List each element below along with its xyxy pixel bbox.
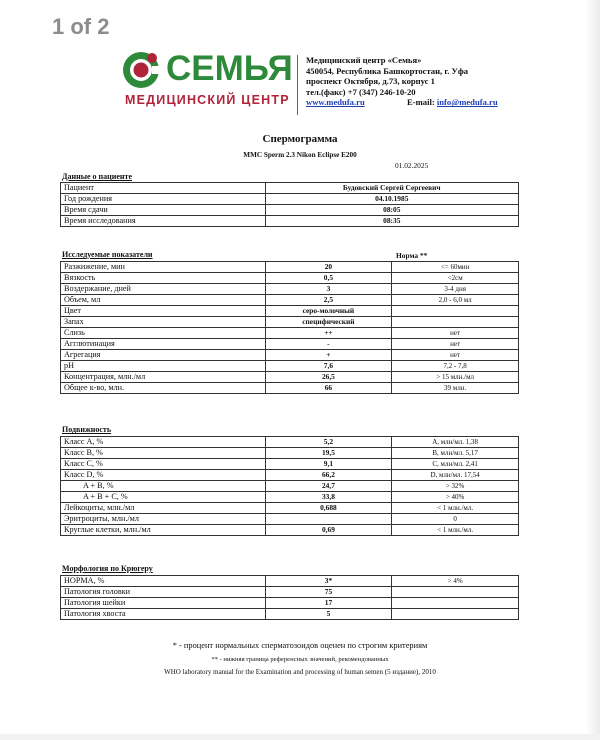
indicators-table bbox=[60, 261, 519, 394]
indicators-row bbox=[61, 284, 519, 295]
indicators-value-cell: серо-молочный bbox=[265, 306, 392, 317]
motility-row bbox=[61, 481, 519, 492]
indicators-norm-cell bbox=[392, 317, 519, 328]
indicators-label-cell: Воздержание, дней bbox=[61, 284, 266, 295]
morphology-norm-cell: > 4% bbox=[392, 576, 519, 587]
motility-label-cell: Класс D, % bbox=[61, 470, 266, 481]
family-logo-icon bbox=[121, 50, 161, 90]
indicators-value-cell: 26,5 bbox=[265, 372, 392, 383]
morphology-norm-cell bbox=[392, 587, 519, 598]
patient-row bbox=[61, 194, 519, 205]
motility-value-cell: 9,1 bbox=[265, 459, 392, 470]
document-title: Спермограмма bbox=[262, 133, 338, 145]
patient-value-cell: 08:35 bbox=[265, 216, 518, 227]
morphology-row bbox=[61, 587, 519, 598]
motility-value-cell bbox=[265, 514, 392, 525]
document-subtitle: MMC Sperm 2.3 Nikon Eclipse E200 bbox=[243, 151, 357, 159]
indicators-label-cell: Вязкость bbox=[61, 273, 266, 284]
motility-label-cell: A + B, % bbox=[61, 481, 266, 492]
indicators-norm-cell: > 15 млн./мл bbox=[392, 372, 519, 383]
motility-value-cell: 0,69 bbox=[265, 525, 392, 536]
indicators-row bbox=[61, 328, 519, 339]
indicators-row bbox=[61, 262, 519, 273]
morphology-label-cell: Патология хвоста bbox=[61, 609, 266, 620]
motility-value-cell: 33,8 bbox=[265, 492, 392, 503]
indicators-value-cell: 7,6 bbox=[265, 361, 392, 372]
indicators-norm-cell bbox=[392, 306, 519, 317]
indicators-norm-cell: нет bbox=[392, 339, 519, 350]
footnote-2: ** - нижняя граница референсных значений, рекомендованных bbox=[211, 656, 389, 663]
indicators-label-cell: Объем, мл bbox=[61, 295, 266, 306]
motility-table bbox=[60, 436, 519, 536]
indicators-row bbox=[61, 339, 519, 350]
indicators-value-cell: 0,5 bbox=[265, 273, 392, 284]
patient-label-cell: Год рождения bbox=[61, 194, 266, 205]
indicators-norm-cell: нет bbox=[392, 328, 519, 339]
motility-norm-cell: > 32% bbox=[392, 481, 519, 492]
indicators-value-cell: 3 bbox=[265, 284, 392, 295]
clinic-logo bbox=[118, 44, 293, 114]
clinic-address: 450054, Республика Башкортостан, г. Уфа bbox=[306, 65, 469, 76]
website-link[interactable]: www.medufa.ru bbox=[306, 97, 365, 108]
morphology-label-cell: НОРМА, % bbox=[61, 576, 266, 587]
morphology-value-cell: 17 bbox=[265, 598, 392, 609]
morphology-value-cell: 75 bbox=[265, 587, 392, 598]
patient-label-cell: Время исследования bbox=[61, 216, 266, 227]
motility-row bbox=[61, 503, 519, 514]
header-divider bbox=[297, 55, 298, 115]
section-morphology: Морфология по Крюгеру bbox=[62, 564, 153, 573]
morphology-label-cell: Патология головки bbox=[61, 587, 266, 598]
patient-value-cell: 08:05 bbox=[265, 205, 518, 216]
patient-row bbox=[61, 183, 519, 194]
page-edge-shadow bbox=[586, 0, 600, 740]
patient-label-cell: Пациент bbox=[61, 183, 266, 194]
indicators-value-cell: 20 bbox=[265, 262, 392, 273]
indicators-label-cell: Общее к-во, млн. bbox=[61, 383, 266, 394]
motility-row bbox=[61, 448, 519, 459]
motility-row bbox=[61, 492, 519, 503]
motility-label-cell: Эритроциты, млн./мл bbox=[61, 514, 266, 525]
bottom-strip bbox=[0, 734, 600, 740]
indicators-row bbox=[61, 383, 519, 394]
clinic-name: Медицинский центр «Семья» bbox=[306, 55, 422, 65]
indicators-value-cell: - bbox=[265, 339, 392, 350]
section-patient: Данные о пациенте bbox=[62, 172, 132, 181]
patient-row bbox=[61, 205, 519, 216]
indicators-label-cell: Разжижение, мин bbox=[61, 262, 266, 273]
indicators-row bbox=[61, 350, 519, 361]
indicators-value-cell: 66 bbox=[265, 383, 392, 394]
motility-label-cell: Круглые клетки, млн./мл bbox=[61, 525, 266, 536]
footnote-3: WHO laboratory manual for the Examination and processing of human semen (5 издание), 2010 bbox=[164, 668, 436, 676]
indicators-label-cell: Запах bbox=[61, 317, 266, 328]
indicators-norm-cell: 2,0 - 6,0 мл bbox=[392, 295, 519, 306]
motility-norm-cell: < 1 млн./мл. bbox=[392, 525, 519, 536]
indicators-row bbox=[61, 372, 519, 383]
logo-word: СЕМЬЯ bbox=[166, 49, 293, 88]
motility-norm-cell: A, млн/мл. 1,38 bbox=[392, 437, 519, 448]
norm-header: Норма ** bbox=[396, 251, 428, 260]
indicators-norm-cell: <= 60мин bbox=[392, 262, 519, 273]
motility-label-cell: Лейкоциты, млн./мл bbox=[61, 503, 266, 514]
motility-row bbox=[61, 459, 519, 470]
motility-norm-cell: < 1 млн./мл. bbox=[392, 503, 519, 514]
section-indicators: Исследуемые показатели bbox=[62, 250, 153, 259]
indicators-norm-cell: нет bbox=[392, 350, 519, 361]
motility-row bbox=[61, 437, 519, 448]
viewer-toolbar bbox=[0, 0, 600, 60]
logo-subtitle: МЕДИЦИНСКИЙ ЦЕНТР bbox=[125, 93, 290, 107]
page-counter: 1 of 2 bbox=[52, 14, 110, 39]
indicators-value-cell: специфический bbox=[265, 317, 392, 328]
motility-norm-cell: 0 bbox=[392, 514, 519, 525]
motility-label-cell: A + B + C, % bbox=[61, 492, 266, 503]
indicators-label-cell: Концентрация, млн./мл bbox=[61, 372, 266, 383]
indicators-norm-cell: 7,2 - 7,8 bbox=[392, 361, 519, 372]
indicators-norm-cell: 39 млн. bbox=[392, 383, 519, 394]
motility-norm-cell: D, млн/мл. 17,54 bbox=[392, 470, 519, 481]
motility-value-cell: 66,2 bbox=[265, 470, 392, 481]
patient-row bbox=[61, 216, 519, 227]
patient-label-cell: Время сдачи bbox=[61, 205, 266, 216]
patient-value-cell: Будовский Сергей Сергеевич bbox=[265, 183, 518, 194]
report-date: 01.02.2025 bbox=[395, 161, 429, 170]
motility-row bbox=[61, 514, 519, 525]
morphology-row bbox=[61, 576, 519, 587]
motility-norm-cell: > 40% bbox=[392, 492, 519, 503]
indicators-row bbox=[61, 295, 519, 306]
clinic-contacts bbox=[306, 55, 498, 108]
indicators-label-cell: Цвет bbox=[61, 306, 266, 317]
indicators-label-cell: Слизь bbox=[61, 328, 266, 339]
morphology-norm-cell bbox=[392, 598, 519, 609]
motility-value-cell: 19,5 bbox=[265, 448, 392, 459]
morphology-row bbox=[61, 598, 519, 609]
indicators-norm-cell: <2см bbox=[392, 273, 519, 284]
indicators-value-cell: + bbox=[265, 350, 392, 361]
morphology-value-cell: 5 bbox=[265, 609, 392, 620]
motility-row bbox=[61, 470, 519, 481]
indicators-value-cell: 2,5 bbox=[265, 295, 392, 306]
indicators-row bbox=[61, 317, 519, 328]
motility-value-cell: 24,7 bbox=[265, 481, 392, 492]
motility-label-cell: Класс B, % bbox=[61, 448, 266, 459]
section-motility: Подвижность bbox=[62, 425, 112, 434]
patient-value-cell: 04.10.1985 bbox=[265, 194, 518, 205]
indicators-label-cell: Агглютинация bbox=[61, 339, 266, 350]
indicators-label-cell: Агрегация bbox=[61, 350, 266, 361]
indicators-row bbox=[61, 306, 519, 317]
motility-norm-cell: B, млн/мл. 5,17 bbox=[392, 448, 519, 459]
email-link[interactable]: info@medufa.ru bbox=[436, 97, 498, 108]
morphology-row bbox=[61, 609, 519, 620]
motility-value-cell: 0,688 bbox=[265, 503, 392, 514]
morphology-norm-cell bbox=[392, 609, 519, 620]
motility-row bbox=[61, 525, 519, 536]
motility-value-cell: 5,2 bbox=[265, 437, 392, 448]
patient-table bbox=[60, 182, 519, 227]
indicators-label-cell: pH bbox=[61, 361, 266, 372]
clinic-street: проспект Октября, д.73, корпус 1 bbox=[306, 76, 435, 87]
morphology-table bbox=[60, 575, 519, 620]
indicators-norm-cell: 3-4 дня bbox=[392, 284, 519, 295]
motility-label-cell: Класс A, % bbox=[61, 437, 266, 448]
motility-norm-cell: C, млн/мл. 2,41 bbox=[392, 459, 519, 470]
morphology-label-cell: Патология шейки bbox=[61, 598, 266, 609]
motility-label-cell: Класс C, % bbox=[61, 459, 266, 470]
indicators-row bbox=[61, 273, 519, 284]
indicators-value-cell: ++ bbox=[265, 328, 392, 339]
email-label: E-mail: bbox=[407, 97, 435, 108]
indicators-row bbox=[61, 361, 519, 372]
morphology-value-cell: 3* bbox=[265, 576, 392, 587]
footnote-1: * - процент нормальных сперматозоидов оценен по строгим критериям bbox=[172, 641, 428, 650]
clinic-phone: тел.(факс) +7 (347) 246-10-20 bbox=[306, 86, 416, 97]
